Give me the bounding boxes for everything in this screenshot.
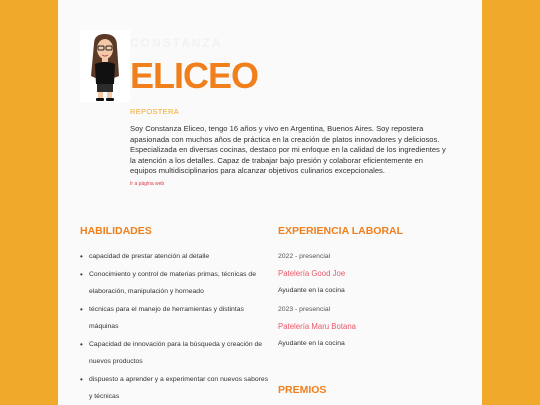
job-role: Ayudante en la cocina bbox=[278, 340, 345, 347]
last-name: ELICEO bbox=[130, 55, 259, 96]
experience-heading: EXPERIENCIA LABORAL bbox=[278, 225, 404, 237]
job-date: 2023 - presencial bbox=[278, 306, 331, 313]
skill-item: • Capacidad de innovación para la búsqueda y creación de nuevos productos bbox=[80, 336, 270, 371]
avatar-illustration-icon bbox=[80, 30, 130, 102]
skill-item: • técnicas para el manejo de herramientas y distintas máquinas bbox=[80, 301, 270, 336]
job-role: Ayudante en la cocina bbox=[278, 287, 345, 294]
job-entry bbox=[278, 252, 468, 296]
avatar bbox=[80, 30, 130, 102]
website-link[interactable]: Ir a página web bbox=[130, 181, 165, 187]
skills-list bbox=[80, 248, 270, 405]
bio-text: Soy Constanza Eliceo, tengo 16 años y vivo en Argentina, Buenos Aires. Soy repostera apasionada con muchos años de práctica en la creación de platos innovadores y deliciosos. Especializada en diversas cocinas, destaco por mi enfoque en la calidad de los ingredientes y la atención a los detalles. Capaz de trabajar bajo presión y colaborar eficientemente en equipos multidisciplinarios para alcanzar objetivos culinarios excepcionales. bbox=[130, 124, 446, 175]
job-entry bbox=[278, 305, 468, 349]
job-company-link[interactable]: Patelería Good Joe bbox=[278, 269, 346, 278]
job-title: REPOSTERA bbox=[130, 107, 179, 116]
resume-page bbox=[58, 0, 482, 405]
skill-item: • capacidad de prestar atención al detalle bbox=[80, 248, 270, 266]
awards-heading: PREMIOS bbox=[278, 384, 327, 396]
job-company-link[interactable]: Patelería Maru Botana bbox=[278, 322, 357, 331]
job-date: 2022 - presencial bbox=[278, 253, 331, 260]
first-name: CONSTANZA bbox=[130, 36, 223, 50]
skill-item: • Conocimiento y control de materias primas, técnicas de elaboración, manipulación y horneado bbox=[80, 266, 270, 301]
skill-item: • dispuesto a aprender y a experimentar con nuevos sabores y técnicas bbox=[80, 371, 270, 405]
skills-heading: HABILIDADES bbox=[80, 225, 152, 237]
